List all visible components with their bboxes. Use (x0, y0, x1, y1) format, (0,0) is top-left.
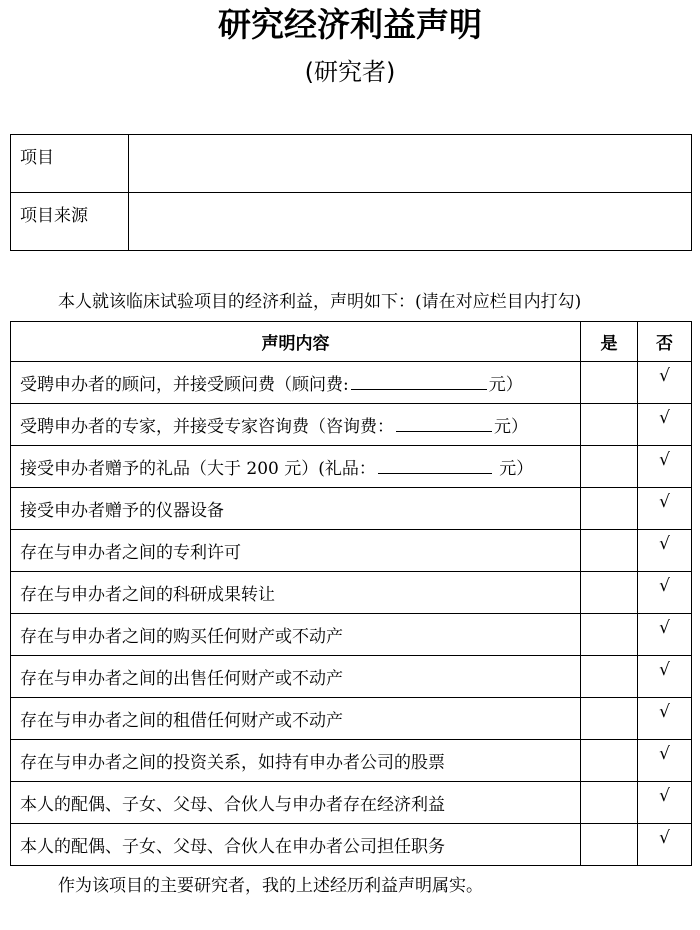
declaration-item (11, 404, 581, 446)
declaration-item: 存在与申办者之间的租借任何财产或不动产 (11, 698, 581, 740)
project-value-field[interactable] (129, 135, 692, 193)
no-check-cell[interactable]: √ (638, 530, 692, 572)
project-source-row (11, 193, 692, 251)
yes-cell[interactable] (581, 656, 638, 698)
no-check-cell[interactable]: √ (638, 614, 692, 656)
declaration-intro: 本人就该临床试验项目的经济利益，声明如下：(请在对应栏目内打勾) (58, 292, 582, 312)
declaration-item: 存在与申办者之间的出售任何财产或不动产 (11, 656, 581, 698)
yes-cell[interactable] (581, 404, 638, 446)
item-text: 接受申办者赠予的礼品（大于 200 元）(礼品： (20, 459, 376, 479)
item-text: 受聘申办者的专家，并接受专家咨询费（咨询费： (20, 417, 394, 437)
closing-statement: 作为该项目的主要研究者，我的上述经历利益声明属实。 (58, 876, 483, 896)
yes-cell[interactable] (581, 824, 638, 866)
yes-cell[interactable] (581, 488, 638, 530)
yes-cell[interactable] (581, 782, 638, 824)
yes-cell[interactable] (581, 446, 638, 488)
no-check-cell[interactable]: √ (638, 740, 692, 782)
item-suffix: 元） (493, 459, 534, 479)
yes-cell[interactable] (581, 698, 638, 740)
no-check-cell[interactable]: √ (638, 782, 692, 824)
yes-cell[interactable] (581, 572, 638, 614)
table-row (11, 488, 692, 530)
declaration-table (10, 321, 692, 866)
no-check-cell[interactable]: √ (638, 446, 692, 488)
yes-cell[interactable] (581, 740, 638, 782)
project-info-table (10, 134, 692, 251)
table-row (11, 824, 692, 866)
project-source-value-field[interactable] (129, 193, 692, 251)
table-row (11, 698, 692, 740)
no-check-cell[interactable]: √ (638, 362, 692, 404)
document-subtitle: (研究者) (304, 58, 396, 86)
table-row (11, 614, 692, 656)
no-check-cell[interactable]: √ (638, 656, 692, 698)
yes-cell[interactable] (581, 530, 638, 572)
consulting-fee-blank[interactable] (396, 416, 492, 432)
declaration-item: 存在与申办者之间的专利许可 (11, 530, 581, 572)
header-no: 否 (638, 322, 692, 362)
header-content: 声明内容 (11, 322, 581, 362)
declaration-item: 本人的配偶、子女、父母、合伙人与申办者存在经济利益 (11, 782, 581, 824)
document-title: 研究经济利益声明 (218, 5, 482, 44)
table-row (11, 656, 692, 698)
declaration-item: 接受申办者赠予的仪器设备 (11, 488, 581, 530)
item-suffix: 元） (488, 375, 523, 395)
consultant-fee-blank[interactable] (351, 374, 487, 390)
no-check-cell[interactable]: √ (638, 698, 692, 740)
declaration-item: 本人的配偶、子女、父母、合伙人在申办者公司担任职务 (11, 824, 581, 866)
table-row (11, 572, 692, 614)
gift-blank[interactable] (378, 458, 492, 474)
project-label: 项目 (11, 135, 129, 193)
yes-cell[interactable] (581, 362, 638, 404)
table-row (11, 446, 692, 488)
yes-cell[interactable] (581, 614, 638, 656)
declaration-item: 存在与申办者之间的购买任何财产或不动产 (11, 614, 581, 656)
declaration-item: 存在与申办者之间的科研成果转让 (11, 572, 581, 614)
table-row (11, 782, 692, 824)
declaration-header-row (11, 322, 692, 362)
project-row (11, 135, 692, 193)
project-source-label: 项目来源 (11, 193, 129, 251)
no-check-cell[interactable]: √ (638, 404, 692, 446)
item-text: 受聘申办者的顾问，并接受顾问费（顾问费: (20, 375, 349, 395)
declaration-item: 存在与申办者之间的投资关系，如持有申办者公司的股票 (11, 740, 581, 782)
no-check-cell[interactable]: √ (638, 488, 692, 530)
table-row (11, 404, 692, 446)
no-check-cell[interactable]: √ (638, 824, 692, 866)
declaration-item (11, 446, 581, 488)
item-suffix: 元） (494, 417, 528, 437)
table-row (11, 362, 692, 404)
declaration-item (11, 362, 581, 404)
no-check-cell[interactable]: √ (638, 572, 692, 614)
header-yes: 是 (581, 322, 638, 362)
table-row (11, 740, 692, 782)
table-row (11, 530, 692, 572)
